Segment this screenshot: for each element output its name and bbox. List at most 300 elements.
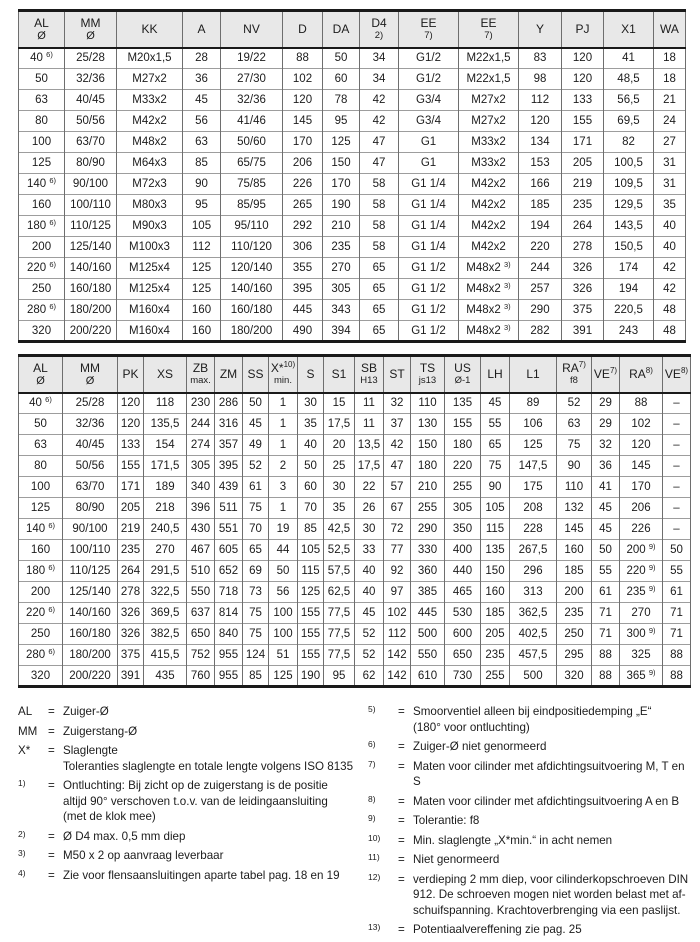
table-cell: 120 [519, 111, 562, 132]
footnote-equals: = [48, 829, 55, 843]
table-cell: 180/200 [63, 645, 118, 666]
table-cell: 56 [269, 582, 298, 603]
table-row [19, 111, 686, 132]
table-cell: 112 [519, 90, 562, 111]
table-row [19, 321, 686, 342]
table-cell: 109,5 [604, 174, 654, 195]
table-cell: 375 [118, 645, 144, 666]
table-cell: 134 [519, 132, 562, 153]
table-cell: 102 [384, 603, 411, 624]
table-cell: 100 [269, 603, 298, 624]
table-cell: – [663, 435, 691, 456]
table-cell: 75 [557, 435, 592, 456]
table-row [19, 498, 691, 519]
table-cell: 265 [283, 195, 323, 216]
table-cell: 130 [411, 414, 445, 435]
table-cell: 650 [187, 624, 215, 645]
column-header: VE$^{8)}$ [663, 356, 691, 393]
column-header: S1 [324, 356, 355, 393]
table-row [19, 258, 686, 279]
column-header: S [298, 356, 324, 393]
table-cell: 32/36 [221, 90, 283, 111]
table-cell: 340 [187, 477, 215, 498]
table-cell: 77 [384, 540, 411, 561]
table-cell: 3 [269, 477, 298, 498]
footnote [368, 704, 694, 735]
table-cell: 63/70 [65, 132, 117, 153]
table-cell: 200/220 [63, 666, 118, 687]
table-cell: 160 [481, 582, 510, 603]
table-cell: 48 [654, 300, 686, 321]
table-cell: 316 [215, 414, 243, 435]
footnote-text: Maten voor cilinder met afdichtingsuitvoering A en B [413, 794, 680, 808]
table-cell: 100,5 [604, 153, 654, 174]
table-cell: 56,5 [604, 90, 654, 111]
table-cell: 326 [118, 624, 144, 645]
table-cell: 40 [355, 582, 384, 603]
column-header: KK [117, 11, 183, 48]
table-cell: G1 1/2 [399, 279, 459, 300]
table-cell: – [663, 477, 691, 498]
table-cell: 194 [519, 216, 562, 237]
table-cell: 955 [215, 645, 243, 666]
table-cell: 445 [283, 300, 323, 321]
table-cell: 143,5 [604, 216, 654, 237]
table-cell: 50 [298, 456, 324, 477]
table-cell: 22 [355, 477, 384, 498]
table-cell: 457,5 [510, 645, 557, 666]
table-cell: M22x1,5 [459, 69, 519, 90]
table-cell: 180 $^{6)}$ [19, 216, 65, 237]
table-cell: 610 [411, 666, 445, 687]
table-cell: 100 [269, 624, 298, 645]
table-cell: 52 [355, 645, 384, 666]
table-cell: 210 [323, 216, 360, 237]
table-cell: 278 [118, 582, 144, 603]
table-cell: 135 [445, 393, 481, 414]
column-header: XS [144, 356, 187, 393]
table-cell: 13,5 [355, 435, 384, 456]
table-cell: 70 [243, 519, 269, 540]
table-cell: 21 [654, 90, 686, 111]
table-cell: 465 [445, 582, 481, 603]
table-cell: 58 [360, 237, 399, 258]
table-cell: 160/180 [221, 300, 283, 321]
table-cell: 125 [183, 258, 221, 279]
table-cell: 220 [519, 237, 562, 258]
table-cell: 95/110 [221, 216, 283, 237]
table-cell: 220 $^{6)}$ [19, 603, 63, 624]
table-cell: M72x3 [117, 174, 183, 195]
table-cell: 55 [481, 414, 510, 435]
table-cell: 174 [604, 258, 654, 279]
table-cell: G1 1/2 [399, 300, 459, 321]
table-cell: 190 [323, 195, 360, 216]
table-cell: 42 [654, 279, 686, 300]
table-cell: 326 [118, 603, 144, 624]
table-cell: 95 [324, 666, 355, 687]
table-row [19, 519, 691, 540]
table-cell: 320 [19, 666, 63, 687]
table-cell: 180/200 [221, 321, 283, 342]
table-cell: 11 [355, 414, 384, 435]
table-cell: M160x4 [117, 321, 183, 342]
table-cell: 369,5 [144, 603, 187, 624]
table-cell: 69,5 [604, 111, 654, 132]
table-cell: 35 [324, 498, 355, 519]
table-cell: 133 [118, 435, 144, 456]
table-cell: 171,5 [144, 456, 187, 477]
table-cell: 125 [298, 582, 324, 603]
footnote-equals: = [398, 794, 405, 808]
table-cell: 50 [19, 69, 65, 90]
table-cell: 500 [510, 666, 557, 687]
table-cell: 235 [323, 237, 360, 258]
table-cell: 286 [215, 393, 243, 414]
table-cell: 160/180 [65, 279, 117, 300]
table-cell: 62,5 [324, 582, 355, 603]
table-cell: 88 [620, 393, 663, 414]
table-cell: 67 [384, 498, 411, 519]
table-row [19, 132, 686, 153]
table-cell: 255 [445, 477, 481, 498]
table-cell: 362,5 [510, 603, 557, 624]
table-cell: 40 [654, 216, 686, 237]
table-cell: 77,5 [324, 624, 355, 645]
column-header: DA [323, 11, 360, 48]
table-cell: 244 [519, 258, 562, 279]
footnote-text: M50 x 2 op aanvraag leverbaar [63, 849, 224, 862]
column-header: NV [221, 11, 283, 48]
dimension-table-2 [18, 354, 691, 688]
table-cell: 166 [519, 174, 562, 195]
footnote [368, 739, 694, 755]
table-row [19, 603, 691, 624]
table-cell: 80/90 [65, 153, 117, 174]
table-cell: 244 [187, 414, 215, 435]
table-cell: 32 [592, 435, 620, 456]
table-cell: 50 [19, 414, 63, 435]
table-cell: 1 [269, 435, 298, 456]
table-cell: 226 [620, 519, 663, 540]
table-cell: 49 [243, 435, 269, 456]
table-cell: 98 [519, 69, 562, 90]
table-cell: 45 [183, 90, 221, 111]
table-cell: 55 [592, 561, 620, 582]
table-row [19, 237, 686, 258]
dimension-table-1 [18, 9, 686, 343]
table-cell: 80/90 [63, 498, 118, 519]
footnote-text: Min. slaglengte „X*min.“ in acht nemen [413, 833, 613, 847]
table-cell: 155 [298, 645, 324, 666]
table-cell: 65 [360, 279, 399, 300]
table-cell: 28 [183, 48, 221, 69]
table-cell: 133 [562, 90, 604, 111]
table-cell: G1 1/4 [399, 216, 459, 237]
table-cell: 320 [557, 666, 592, 687]
table-cell: 218 [144, 498, 187, 519]
table-cell: 88 [592, 666, 620, 687]
table-cell: 100/110 [65, 195, 117, 216]
table-cell: 605 [215, 540, 243, 561]
table-cell: 45 [355, 603, 384, 624]
table-cell: M27x2 [459, 90, 519, 111]
table-cell: 185 [557, 561, 592, 582]
table-cell: 652 [215, 561, 243, 582]
table-cell: 235 [481, 645, 510, 666]
table-cell: 50/56 [63, 456, 118, 477]
footnote [18, 724, 360, 740]
table-cell: 118 [144, 393, 187, 414]
table-cell: 357 [215, 435, 243, 456]
table-cell: 430 [187, 519, 215, 540]
footnote-text: Potentiaalvereffening zie pag. 25 [413, 923, 582, 936]
table-cell: 63 [19, 90, 65, 111]
table-cell: 40 [298, 435, 324, 456]
footnote-text: Ontluchting: Bij zicht op de zuigerstang is de positie altijd 90° verschoven t.o.v. van de leidingaansluiting (met de klok mee) [63, 779, 328, 823]
footnotes-section [0, 704, 700, 942]
table-cell: 47 [360, 132, 399, 153]
table-cell: 240,5 [144, 519, 187, 540]
table-cell: M33x2 [117, 90, 183, 111]
table-cell: 11 [355, 393, 384, 414]
table-cell: G1 1/4 [399, 174, 459, 195]
table-cell: 140 $^{6)}$ [19, 174, 65, 195]
table-cell: 267,5 [510, 540, 557, 561]
table-cell: 40 $^{6)}$ [19, 393, 63, 414]
table-cell: G1/2 [399, 48, 459, 69]
table-cell: 110/125 [65, 216, 117, 237]
table-cell: M48x2 $^{3)}$ [459, 279, 519, 300]
table-cell: 65 [360, 321, 399, 342]
table-cell: 45 [592, 498, 620, 519]
table-cell: 35 [654, 195, 686, 216]
table-cell: G1 1/4 [399, 195, 459, 216]
table-cell: 90 [557, 456, 592, 477]
table-cell: 510 [187, 561, 215, 582]
footnote [18, 848, 360, 864]
table-cell: 120 [118, 414, 144, 435]
table-cell: 88 [663, 645, 691, 666]
table-cell: 402,5 [510, 624, 557, 645]
table-cell: 34 [360, 48, 399, 69]
footnote-text: Zuiger-Ø niet genormeerd [413, 740, 547, 753]
column-header: PK [118, 356, 144, 393]
table-cell: 155 [562, 111, 604, 132]
table-cell: 69 [243, 561, 269, 582]
column-header: A [183, 11, 221, 48]
footnote-text: Maten voor cilinder met afdichtingsuitvoering M, T en S [413, 759, 685, 788]
table-cell: 95 [323, 111, 360, 132]
table-row [19, 90, 686, 111]
table-cell: 80 [19, 456, 63, 477]
table-cell: 120 [562, 69, 604, 90]
table-cell: 97 [384, 582, 411, 603]
table-cell: 34 [360, 69, 399, 90]
table-cell: 264 [562, 216, 604, 237]
table-cell: 551 [215, 519, 243, 540]
table-cell: 31 [654, 153, 686, 174]
table-cell: 391 [562, 321, 604, 342]
table-cell: 18 [654, 69, 686, 90]
table-cell: 112 [183, 237, 221, 258]
table-cell: 135 [481, 540, 510, 561]
table-cell: 89 [510, 393, 557, 414]
table-cell: 752 [187, 645, 215, 666]
table-cell: 955 [215, 666, 243, 687]
table-cell: 150,5 [604, 237, 654, 258]
table-cell: M125x4 [117, 279, 183, 300]
table-cell: 415,5 [144, 645, 187, 666]
footnote-label: 8) [368, 793, 376, 804]
table-cell: 840 [215, 624, 243, 645]
table-cell: 394 [323, 321, 360, 342]
table-cell: 52,5 [324, 540, 355, 561]
footnote-equals: = [48, 868, 55, 882]
table-cell: 385 [411, 582, 445, 603]
table-cell: 160/180 [63, 624, 118, 645]
table-cell: 85/95 [221, 195, 283, 216]
table-cell: 200 $^{9)}$ [620, 540, 663, 561]
table-cell: 110/120 [221, 237, 283, 258]
table-cell: 27/30 [221, 69, 283, 90]
table-cell: 147,5 [510, 456, 557, 477]
table-cell: 19/22 [221, 48, 283, 69]
table-row [19, 645, 691, 666]
table-cell: 490 [283, 321, 323, 342]
table-cell: 100 [19, 477, 63, 498]
table-cell: 125 [19, 498, 63, 519]
table-cell: 18 [654, 48, 686, 69]
table-cell: 85 [243, 666, 269, 687]
table-cell: 25/28 [63, 393, 118, 414]
column-header: D [283, 11, 323, 48]
table-cell: M33x2 [459, 132, 519, 153]
table-cell: 205 [118, 498, 144, 519]
table-cell: 72 [384, 519, 411, 540]
table-cell: 50 [269, 561, 298, 582]
table-cell: 142 [384, 666, 411, 687]
table-cell: 100 [19, 132, 65, 153]
footnote-label: X* [18, 744, 31, 757]
table-cell: G1 1/2 [399, 321, 459, 342]
table-cell: 511 [215, 498, 243, 519]
table-cell: 115 [298, 561, 324, 582]
table-cell: 52 [557, 393, 592, 414]
table-cell: 57,5 [324, 561, 355, 582]
column-header: RA$^{7)}$ f8 [557, 356, 592, 393]
table-cell: 170 [283, 132, 323, 153]
table-cell: 85 [298, 519, 324, 540]
table-cell: M27x2 [117, 69, 183, 90]
table-cell: 47 [360, 153, 399, 174]
table-cell: 45 [481, 393, 510, 414]
table-cell: 180 [411, 456, 445, 477]
table-cell: 305 [187, 456, 215, 477]
table-row [19, 393, 691, 414]
table-cell: 95 [183, 195, 221, 216]
table-cell: 142 [384, 645, 411, 666]
table-cell: 50 [592, 540, 620, 561]
footnote-label: 3) [18, 848, 26, 858]
table-cell: 1 [269, 414, 298, 435]
table-cell: 73 [243, 582, 269, 603]
table-cell: 125/140 [63, 582, 118, 603]
table-cell: 264 [118, 561, 144, 582]
table-2-body [19, 393, 691, 687]
table-cell: 220 [445, 456, 481, 477]
footnote [368, 872, 694, 919]
table-cell: 48 [654, 321, 686, 342]
footnote [368, 759, 694, 790]
table-cell: 730 [445, 666, 481, 687]
table-cell: 40 [355, 561, 384, 582]
table-cell: 29 [592, 414, 620, 435]
table-cell: M42x2 [459, 216, 519, 237]
table-cell: 75 [243, 603, 269, 624]
footnote-text: Ø D4 max. 0,5 mm diep [63, 829, 186, 843]
table-cell: 306 [283, 237, 323, 258]
table-cell: 88 [592, 645, 620, 666]
table-cell: 230 [187, 393, 215, 414]
footnote [18, 743, 360, 774]
table-cell: 220,5 [604, 300, 654, 321]
table-cell: 305 [445, 498, 481, 519]
table-cell: 290 [519, 300, 562, 321]
table-cell: 75 [243, 498, 269, 519]
table-cell: 400 [445, 540, 481, 561]
column-header: VE$^{7)}$ [592, 356, 620, 393]
table-cell: 125 [269, 666, 298, 687]
table-cell: 330 [411, 540, 445, 561]
table-cell: 295 [557, 645, 592, 666]
column-header: X*$^{10)}$ min. [269, 356, 298, 393]
table-cell: 52 [243, 456, 269, 477]
table-cell: 445 [411, 603, 445, 624]
table-cell: 70 [298, 498, 324, 519]
table-cell: 190 [298, 666, 324, 687]
table-cell: 110/125 [63, 561, 118, 582]
table-cell: M42x2 [117, 111, 183, 132]
table-cell: 44 [269, 540, 298, 561]
table-cell: 280 $^{6)}$ [19, 645, 63, 666]
table-cell: 600 [445, 624, 481, 645]
table-cell: 650 [445, 645, 481, 666]
table-cell: 125/140 [65, 237, 117, 258]
table-cell: 2 [269, 456, 298, 477]
table-cell: 440 [445, 561, 481, 582]
table-row [19, 195, 686, 216]
table-cell: M80x3 [117, 195, 183, 216]
table-cell: G3/4 [399, 90, 459, 111]
table-cell: 32 [384, 393, 411, 414]
table-cell: 71 [592, 624, 620, 645]
table-cell: 105 [298, 540, 324, 561]
table-cell: 365 $^{9)}$ [620, 666, 663, 687]
table-cell: 41 [592, 477, 620, 498]
footnote-equals: = [398, 759, 405, 773]
table-cell: 35 [298, 414, 324, 435]
table-cell: 160 [19, 195, 65, 216]
table-cell: G1 [399, 132, 459, 153]
table-cell: 140/160 [65, 258, 117, 279]
table-cell: 29 [592, 393, 620, 414]
table-cell: 243 [604, 321, 654, 342]
footnote-equals: = [398, 705, 405, 718]
table-cell: 150 [411, 435, 445, 456]
footnote-equals: = [48, 849, 55, 862]
footnote-label: 11) [368, 852, 380, 862]
